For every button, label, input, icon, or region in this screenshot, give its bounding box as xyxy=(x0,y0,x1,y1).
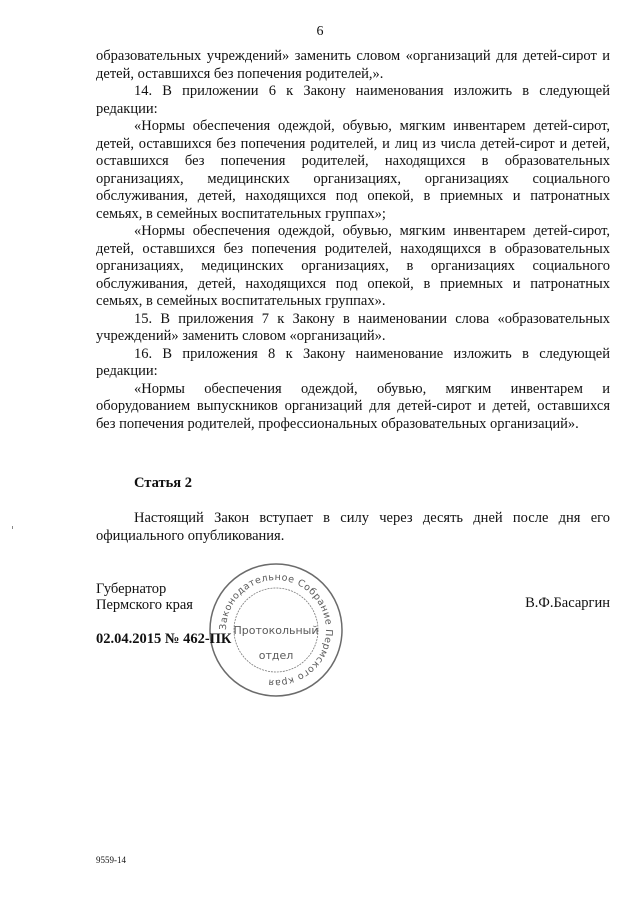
law-reference: 02.04.2015 № 462-ПК xyxy=(96,631,232,647)
signatory-title-line-1: Губернатор xyxy=(96,581,167,597)
stamp-center-line-2: отдел xyxy=(258,649,294,662)
page-number: 6 xyxy=(316,24,324,39)
margin-mark xyxy=(12,526,13,529)
article-body xyxy=(96,510,610,545)
paragraph-2: 14. В приложении 6 к Закону наименования изложить в следующей редакции: xyxy=(96,83,610,117)
paragraph-6: 16. В приложения 8 к Закону наименование изложить в следующей редакции: xyxy=(96,345,610,379)
signatory-title-line-2: Пермского края xyxy=(96,597,193,613)
stamp-seal xyxy=(206,560,346,700)
document-code: 9559-14 xyxy=(96,855,126,865)
paragraph-4: «Нормы обеспечения одеждой, обувью, мягким инвентарем детей-сирот, детей, оставшихся без попечения родителей, находящихся в образовательных организациях, медицинских организациях, в организациях социального обслуживания, детей, находящихся под опекой, в приемных и патронатных семьях, в семейных воспитательных группах». xyxy=(96,223,610,309)
article-paragraph: Настоящий Закон вступает в силу через десять дней после дня его официального опубликования. xyxy=(96,510,610,544)
signatory-title xyxy=(96,581,193,613)
paragraph-3: «Нормы обеспечения одеждой, обувью, мягким инвентарем детей-сирот, детей, оставшихся без попечения родителей, и лиц из числа детей-сирот и детей, оставшихся без попечения родителей, находящихся в образовательных организациях, медицинских организациях, организациях социального обслуживания, детей, находящихся под опекой, в приемных и патронатных семьях, в семейных воспитательных группах»; xyxy=(96,118,610,222)
paragraph-5: 15. В приложения 7 к Закону в наименовании слова «образовательных учреждений» заменить словом «организаций». xyxy=(96,310,610,344)
paragraph-7: «Нормы обеспечения одеждой, обувью, мягким инвентарем и оборудованием выпускников организаций для детей-сирот и детей, оставшихся без попечения родителей, профессиональных образовательных организаций». xyxy=(96,380,610,432)
paragraph-1: образовательных учреждений» заменить словом «организаций для детей-сирот и детей, оставшихся без попечения родителей,». xyxy=(96,48,610,82)
stamp-center-line-1: Протокольный xyxy=(233,624,319,637)
signatory-name: В.Ф.Басаргин xyxy=(525,595,610,611)
document-body xyxy=(96,48,610,433)
stamp-ring-text: Законодательное Собрание Пермского края xyxy=(217,571,335,689)
article-title: Статья 2 xyxy=(134,475,192,491)
